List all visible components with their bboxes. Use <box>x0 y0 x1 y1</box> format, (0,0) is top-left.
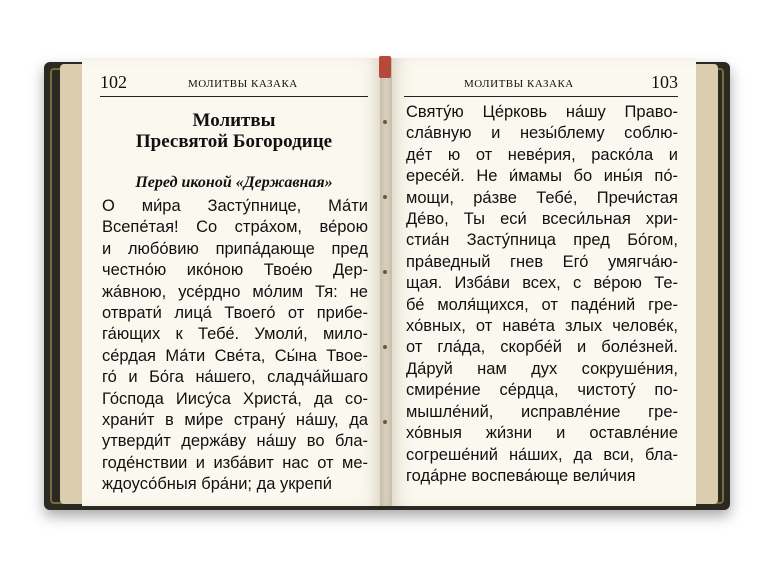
text-line: пра́ведный гнев Его́ умягча́ю- <box>406 252 678 271</box>
left-page-number: 102 <box>100 72 127 92</box>
bookmark-ribbon <box>379 56 391 78</box>
left-page <box>82 58 386 506</box>
text-line: хо́вных, от наве́та злых челове́к, <box>406 317 678 336</box>
text-line: годе́нствии и изба́вит нас от ме- <box>102 453 368 472</box>
text-line: смире́ние се́рдца, чистоту́ по- <box>406 381 678 400</box>
title-line: Пресвятой Богородице <box>135 131 333 152</box>
text-line: ждоусо́бныя бра́ни; да укрепи́ <box>102 475 332 494</box>
binding-stitch <box>383 195 387 199</box>
right-page <box>386 58 696 506</box>
text-line: стиа́н Засту́пница пред Бо́гом, <box>406 231 678 250</box>
text-line: согреше́ний на́ших, да вси, бла- <box>406 445 678 464</box>
text-line: мощи, ра́зве Тебе́, Пречи́стая <box>406 188 678 207</box>
left-page-text <box>102 196 368 496</box>
text-line: О ми́ра Засту́пнице, Ма́ти <box>102 197 368 215</box>
left-running-head: МОЛИТВЫ КАЗАКА <box>188 78 298 90</box>
binding-stitch <box>383 270 387 274</box>
right-running-head: МОЛИТВЫ КАЗАКА <box>464 78 574 90</box>
text-line: сла́вную и незы́блему соблю- <box>406 124 678 143</box>
text-line: от гла́да, скорбе́й и боле́зней. <box>406 338 678 357</box>
title-line: Молитвы <box>192 110 276 131</box>
text-line: честно́ю ико́ною Твое́ю Дер- <box>102 261 368 280</box>
text-line: и любо́вию припа́дающе пред <box>102 239 368 258</box>
text-line: се́рдая Ма́ти Све́та, Сы́на Твое- <box>102 346 368 365</box>
text-line: Святу́ю Це́рковь на́шу Право- <box>406 103 678 121</box>
text-line: отврати́ лица́ Твоего́ от прибе- <box>102 304 368 323</box>
right-page-number: 103 <box>651 72 678 92</box>
text-line: Всепе́тая! Со стра́хом, ве́рою <box>102 218 368 237</box>
text-line: храни́т в ми́ре страну́ на́шу, да <box>102 411 368 430</box>
prayer-subtitle: Перед иконой «Державная» <box>135 174 333 191</box>
text-line: жа́вною, усе́рдно мо́лим Тя: не <box>102 282 368 301</box>
prayer-section-title <box>82 110 386 152</box>
text-line: мышле́ний, исправле́ние гре- <box>406 402 678 421</box>
text-line: Да́руй нам дух сокруше́ния, <box>406 359 678 378</box>
text-line: ересе́й. Не и́мамы бо ины́я по́- <box>406 167 678 186</box>
right-page-text <box>406 102 678 487</box>
binding-stitch <box>383 120 387 124</box>
book-gutter <box>380 58 392 506</box>
text-line: утверди́т держа́ву на́шу во бла- <box>102 432 368 451</box>
text-line: га́ющих к Тебе́. Умоли́, мило- <box>102 325 368 344</box>
left-page-header <box>100 72 368 97</box>
text-line: бе́ моля́щихся, от паде́ний гре- <box>406 295 678 314</box>
text-line: года́рне воспева́юще вели́чия <box>406 466 636 485</box>
binding-stitch <box>383 345 387 349</box>
text-line: Де́во, Ты еси́ всеси́льная хри- <box>406 210 678 229</box>
binding-stitch <box>383 420 387 424</box>
text-line: хо́вныя жи́зни и оставле́ние <box>406 424 678 443</box>
text-line: щая. Изба́ви всех, с ве́рою Те- <box>406 274 678 293</box>
text-line: Го́спода Иису́са Христа́, да со- <box>102 389 368 408</box>
text-line: го́ и Бо́га на́шего, сладча́йшаго <box>102 368 368 387</box>
right-page-header <box>404 72 678 97</box>
text-line: де́т ю от неве́рия, раско́ла и <box>406 145 678 164</box>
